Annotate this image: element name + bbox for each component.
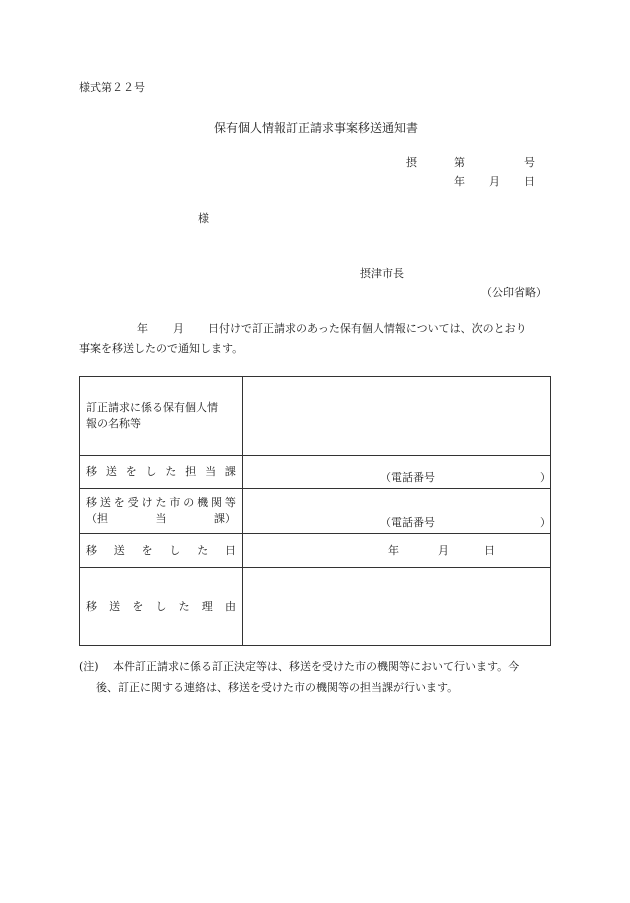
doc-ref-prefix: 摂 — [406, 156, 417, 169]
transfer-date-month: 月 — [438, 544, 449, 557]
note — [79, 656, 554, 698]
doc-date-month: 月 — [489, 175, 500, 188]
value-transfer-date[interactable] — [243, 534, 551, 568]
value-receiving-agency[interactable] — [243, 489, 551, 534]
label-transfer-reason — [80, 568, 243, 646]
label-transfer-reason-text: 移 送 を し た 理 由 — [86, 599, 236, 613]
table-row — [80, 489, 551, 534]
intro-year: 年 — [137, 322, 148, 335]
tel-label: 電話番号 — [391, 516, 435, 530]
label-receiving-agency — [80, 489, 243, 534]
document-title: 保有個人情報訂正請求事案移送通知書 — [214, 121, 419, 135]
form-number: 様式第２２号 — [79, 81, 145, 94]
intro-line2: 事案を移送したので通知します。 — [79, 342, 244, 355]
value-record-name[interactable] — [243, 377, 551, 456]
transfer-table — [79, 376, 551, 646]
label-transfer-date-text: 移 送 を し た 日 — [86, 543, 236, 557]
table-row — [80, 568, 551, 646]
label-record-name — [80, 377, 243, 456]
label-record-name-line2: 報の名称等 — [86, 417, 141, 430]
doc-ref-dai: 第 — [454, 156, 465, 169]
note-mark: (注) — [79, 660, 99, 673]
note-line2: 後、訂正に関する連絡は、移送を受けた市の機関等の担当課が行います。 — [96, 681, 459, 694]
recipient-suffix: 様 — [198, 212, 209, 225]
tel-receiving-agency: （電話番号 ） — [380, 516, 551, 530]
sender-name: 摂津市長 — [360, 267, 404, 280]
label-transfer-date — [80, 534, 243, 568]
note-line1: 本件訂正請求に係る訂正決定等は、移送を受けた市の機関等において行います。今 — [113, 660, 520, 673]
table-row — [80, 456, 551, 489]
intro-month: 月 — [173, 322, 184, 335]
value-sending-dept[interactable] — [243, 456, 551, 489]
table-row — [80, 377, 551, 456]
label-receiving-agency-line2: （担 当 課） — [86, 512, 236, 525]
note-line1-row — [79, 656, 554, 677]
label-sending-dept-text: 移 送 を し た 担 当 課 — [86, 465, 236, 479]
label-receiving-agency-line1: 移 送 を 受 け た 市 の 機 関 等 — [86, 496, 236, 510]
doc-date-year: 年 — [454, 175, 465, 188]
tel-label: 電話番号 — [391, 471, 435, 485]
tel-sending-dept: （電話番号 ） — [380, 471, 551, 485]
transfer-date-day: 日 — [484, 544, 495, 557]
transfer-date-fields — [243, 534, 550, 567]
seal-note: （公印省略） — [481, 286, 547, 299]
label-sending-dept — [80, 456, 243, 489]
table-row — [80, 534, 551, 568]
doc-ref-go: 号 — [524, 156, 535, 169]
label-record-name-line1: 訂正請求に係る保有個人情 — [86, 401, 218, 415]
transfer-date-year: 年 — [388, 544, 399, 557]
intro-line1: 日付けで訂正請求のあった保有個人情報については、次のとおり — [208, 322, 527, 335]
doc-date-day: 日 — [524, 175, 535, 188]
value-transfer-reason[interactable] — [243, 568, 551, 646]
